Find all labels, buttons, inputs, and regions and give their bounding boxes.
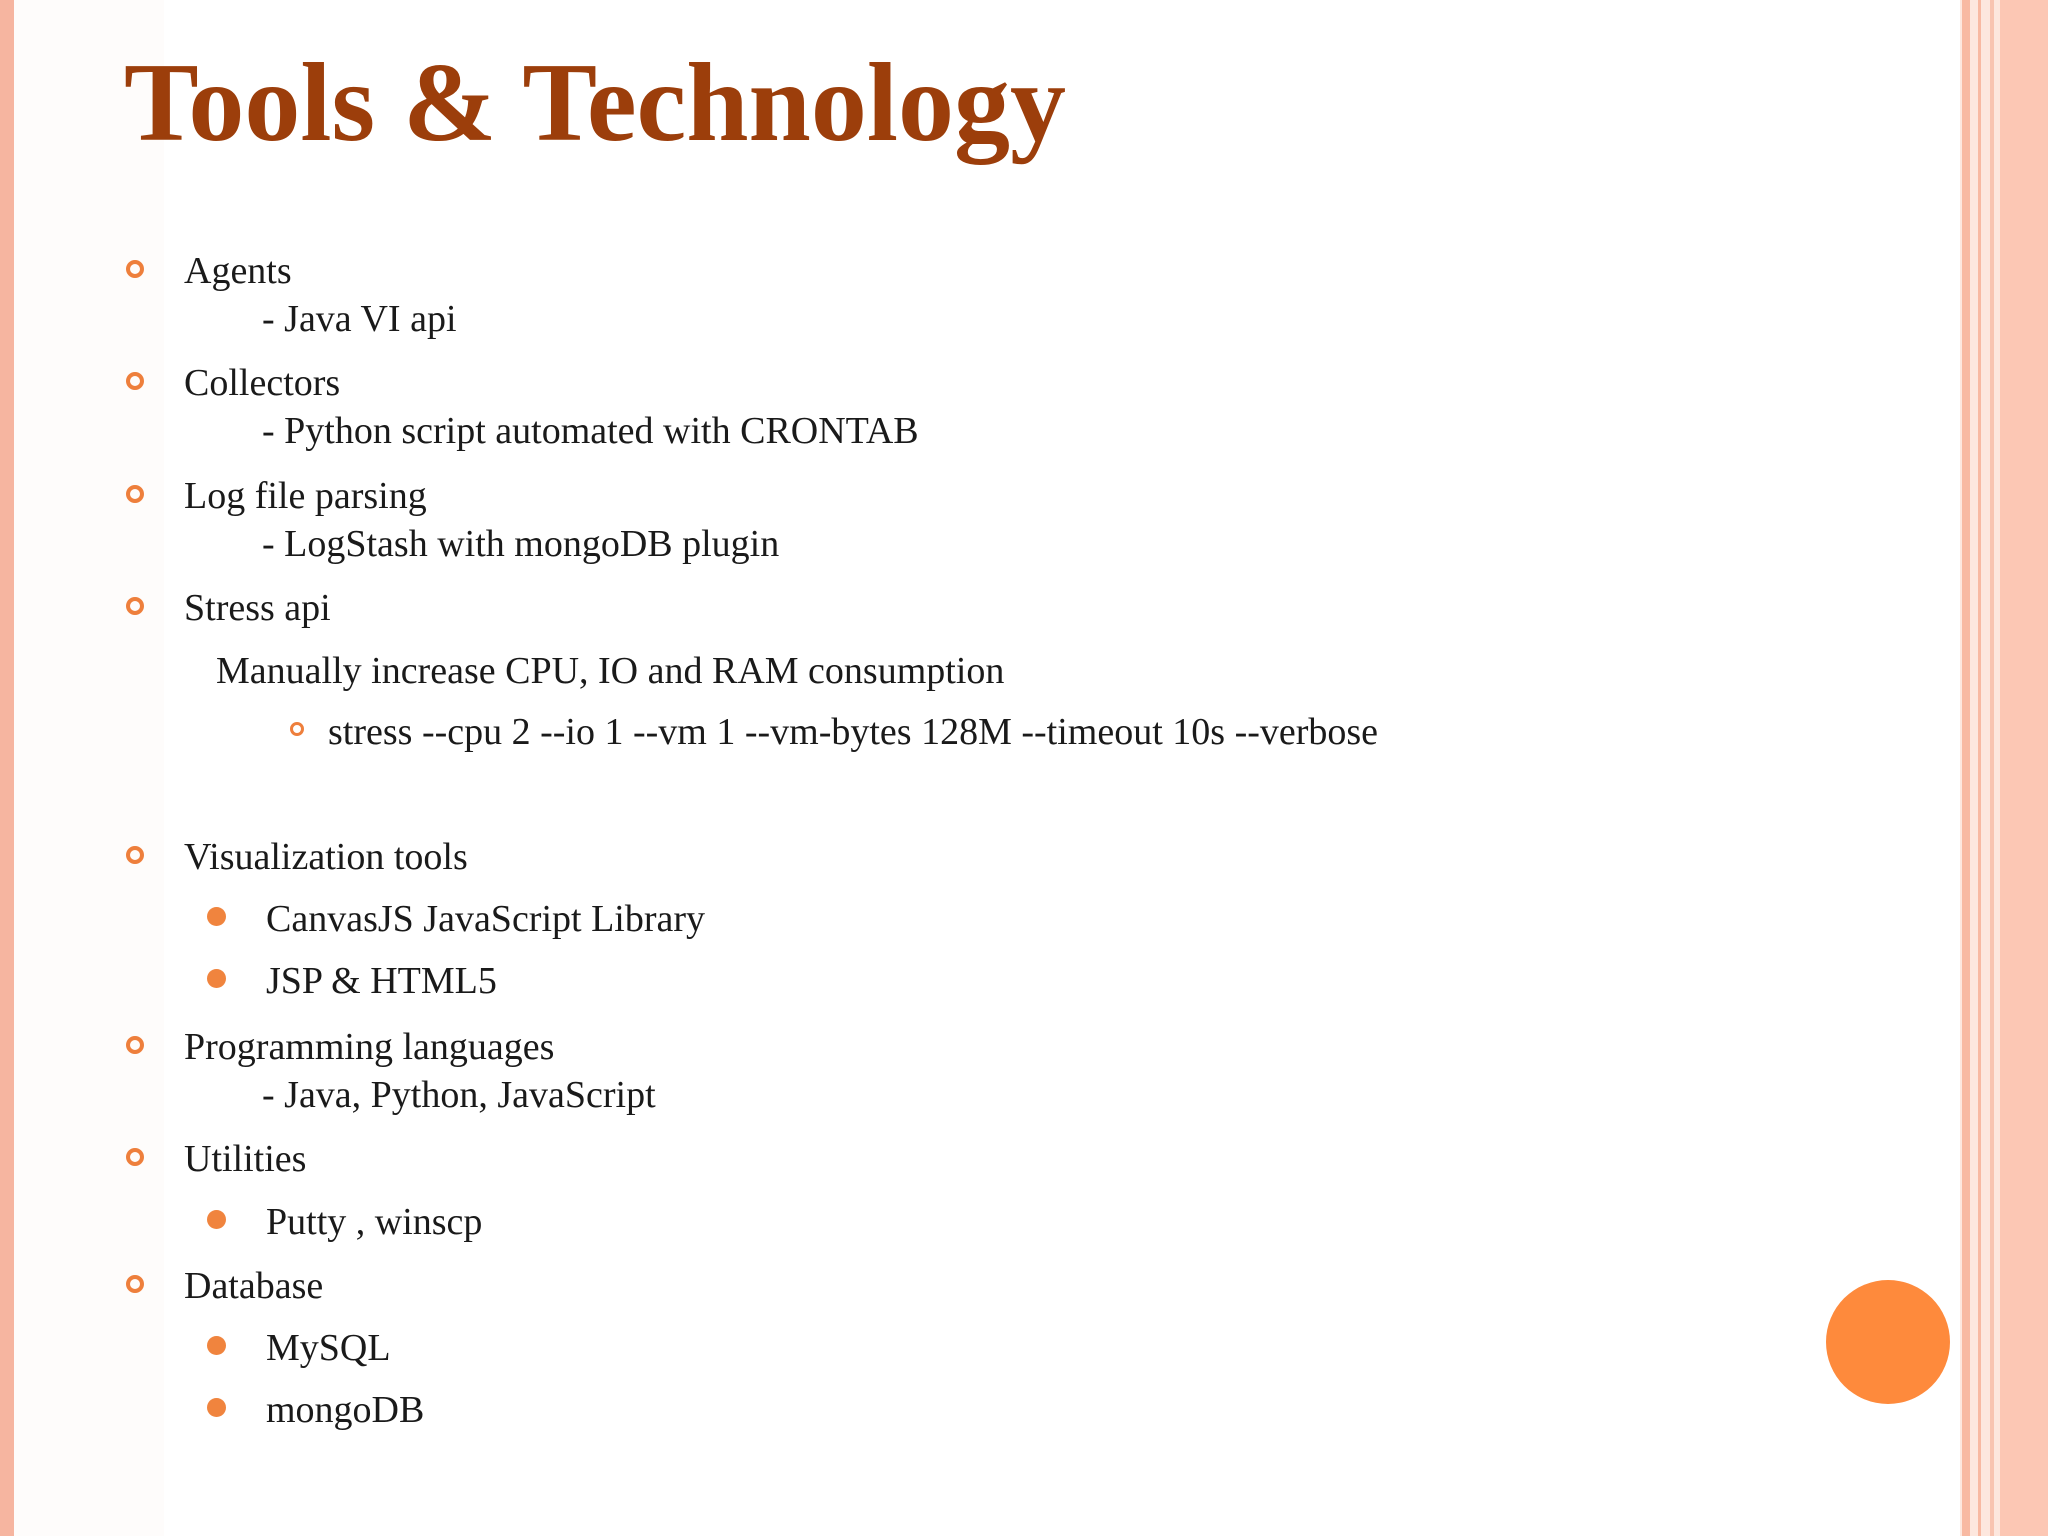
slide-title: Tools & Technology <box>124 41 1066 165</box>
dot-bullet-icon <box>207 1210 226 1229</box>
list-subitem: mongoDB <box>266 1389 425 1431</box>
list-item-label: Database <box>184 1265 324 1307</box>
list-item-label: Log file parsing <box>184 475 427 517</box>
right-border-stripe <box>1962 0 1970 1536</box>
ring-bullet-icon <box>126 597 144 615</box>
list-item-detail: - Java, Python, JavaScript <box>262 1074 656 1116</box>
dot-bullet-icon <box>207 1398 226 1417</box>
list-subitem: JSP & HTML5 <box>266 960 497 1002</box>
right-border-stripe <box>1978 0 1981 1536</box>
list-item-label: Agents <box>184 250 292 292</box>
ring-bullet-icon <box>126 1275 144 1293</box>
list-item-label: Collectors <box>184 362 341 404</box>
list-subitem: CanvasJS JavaScript Library <box>266 898 706 940</box>
ring-bullet-icon <box>126 846 144 864</box>
dot-bullet-icon <box>207 907 226 926</box>
small-ring-bullet-icon <box>290 722 304 736</box>
list-item-label: Visualization tools <box>184 836 468 878</box>
ring-bullet-icon <box>126 260 144 278</box>
dot-bullet-icon <box>207 969 226 988</box>
list-item-label: Utilities <box>184 1138 307 1180</box>
dot-bullet-icon <box>207 1336 226 1355</box>
list-subitem: Putty , winscp <box>266 1201 483 1243</box>
ring-bullet-icon <box>126 485 144 503</box>
right-border-stripe <box>2000 0 2048 1536</box>
list-item-detail: Manually increase CPU, IO and RAM consumption <box>216 650 1005 692</box>
list-item-detail: - LogStash with mongoDB plugin <box>262 523 780 565</box>
list-item-detail: - Python script automated with CRONTAB <box>262 410 919 452</box>
ring-bullet-icon <box>126 372 144 390</box>
list-subitem: stress --cpu 2 --io 1 --vm 1 --vm-bytes 128M --timeout 10s --verbose <box>328 711 1379 753</box>
list-item-detail: - Java VI api <box>262 298 457 340</box>
ring-bullet-icon <box>126 1036 144 1054</box>
ring-bullet-icon <box>126 1148 144 1166</box>
list-subitem: MySQL <box>266 1327 391 1369</box>
right-border-stripe <box>1990 0 1994 1536</box>
list-item-label: Stress api <box>184 587 331 629</box>
list-item-label: Programming languages <box>184 1026 555 1068</box>
